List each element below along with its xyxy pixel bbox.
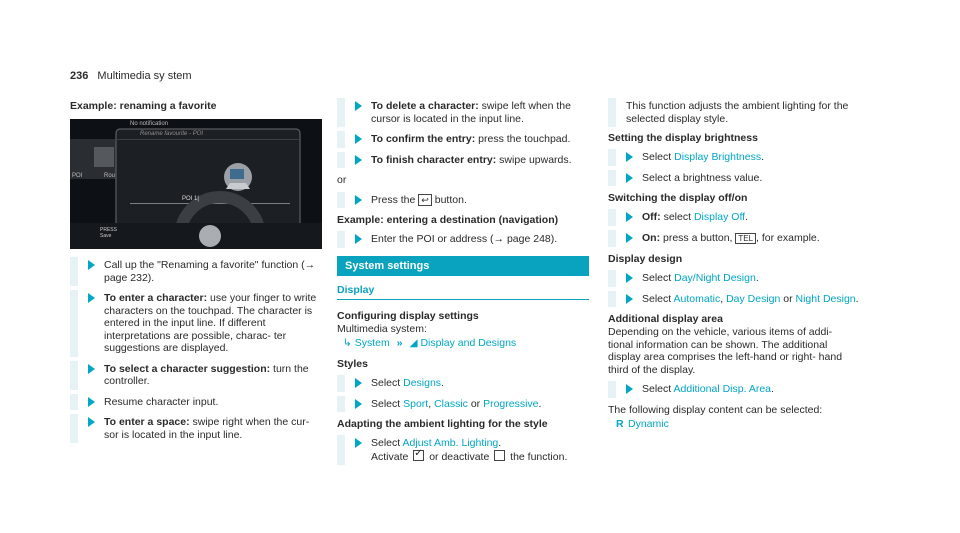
link-sport: Sport — [403, 397, 429, 410]
step-text: , for example. — [756, 231, 820, 244]
bullet-marker: R — [616, 418, 624, 430]
onoff-heading: Switching the display off/on — [608, 192, 748, 204]
step-resume — [70, 396, 322, 409]
arrow-icon — [626, 152, 633, 162]
step-text: or — [780, 292, 796, 305]
step-text: , — [428, 397, 435, 410]
step-select-designs — [337, 377, 589, 390]
step-text: . — [441, 377, 444, 389]
step-text: . — [755, 272, 759, 284]
step-brightness-value — [608, 172, 860, 185]
arrow-icon — [88, 293, 95, 303]
step-day-night — [608, 272, 860, 285]
column-3 — [608, 100, 860, 431]
step-bold: On: — [642, 231, 661, 244]
step-text: use your finger to write characters on the touchpad. The character is entered in the input line. If different interpretations are possible, charac- ter suggestions are displayed. — [104, 292, 317, 354]
brightness-heading: Setting the display brightness — [608, 132, 758, 144]
arrow-icon — [88, 397, 95, 407]
step-text: Call up the "Renaming a favorite" function (→ page 232). — [104, 259, 316, 284]
link-day-design: Day Design — [726, 292, 781, 305]
config-heading: Configuring display settings — [337, 309, 479, 322]
ambient-heading: Adapting the ambient lighting for the style — [337, 418, 548, 430]
step-additional-area — [608, 383, 860, 396]
step-call-up — [70, 259, 322, 284]
arrow-icon — [626, 212, 633, 222]
step-bold: To enter a space: — [104, 416, 190, 428]
step-text: . — [771, 383, 774, 395]
additional-heading: Additional display area — [608, 313, 723, 325]
step-text: press a button, — [660, 231, 736, 244]
design-heading: Display design — [608, 253, 683, 265]
arrow-icon — [355, 155, 362, 165]
step-finish-entry — [337, 154, 589, 167]
screenshot-rename-favorite — [70, 119, 322, 249]
step-confirm-entry — [337, 133, 589, 146]
step-text: or — [467, 397, 484, 410]
step-text: turn the controller. — [104, 362, 309, 387]
link-additional-disp-area: Additional Disp. Area — [673, 383, 772, 395]
input-line: POI 1| — [182, 196, 199, 202]
arrow-icon — [626, 294, 633, 304]
step-delete-character — [337, 100, 589, 125]
path-display: Display and Designs — [420, 337, 517, 349]
arrow-icon — [355, 399, 362, 409]
link-designs: Designs — [403, 377, 442, 389]
step-text: swipe left when the cursor is located in the input line. — [371, 100, 571, 125]
section-title-bar: System settings — [337, 256, 589, 276]
step-bold: Off: — [642, 211, 661, 223]
arrow-icon — [88, 260, 95, 270]
arrow-icon — [626, 384, 633, 394]
arrow-icon — [355, 195, 362, 205]
column-2 — [337, 100, 589, 471]
page-header — [70, 70, 192, 82]
step-text: , — [720, 292, 727, 305]
arrow-icon — [626, 273, 633, 283]
dialog-title: Rename favourite - POI — [140, 131, 204, 137]
link-day-night-design: Day/Night Design — [674, 272, 756, 284]
step-text: Enter the POI or address (→ page 248). — [371, 233, 558, 245]
step-text: Select — [642, 383, 674, 395]
subsection-title: Display — [337, 284, 589, 300]
step-bold: To delete a character: — [371, 100, 479, 112]
step-enter-space — [70, 416, 322, 441]
step-text: Select — [642, 272, 675, 284]
config-sub: Multimedia system: — [337, 322, 427, 335]
page-number: 236 — [70, 70, 89, 82]
step-text: Select a brightness value. — [642, 171, 763, 184]
arrow-icon — [355, 378, 362, 388]
step-text: the function. — [507, 450, 568, 463]
press-label: PRESS — [100, 227, 117, 233]
step-adjust-ambient — [337, 437, 589, 463]
or-text: or — [337, 174, 347, 186]
press-save-hint — [100, 227, 117, 239]
ambient-info: This function adjusts the ambient lighting for the selected display style. — [608, 100, 860, 125]
arrow-icon — [355, 234, 362, 244]
arrow-icon — [355, 101, 362, 111]
step-text: Select — [371, 437, 403, 449]
save-label: Save — [100, 233, 112, 239]
step-display-brightness — [608, 151, 860, 164]
step-text: Select — [642, 151, 675, 163]
arrow-icon — [88, 417, 95, 427]
link-dynamic: Dynamic — [628, 418, 669, 430]
arrow-icon — [626, 173, 633, 183]
menu-path — [337, 337, 589, 350]
step-bold: To select a character suggestion: — [104, 362, 271, 375]
step-text: . — [855, 292, 859, 305]
link-adjust-ambient: Adjust Amb. Lighting — [402, 437, 499, 449]
example-nav-heading: Example: entering a destination (navigation) — [337, 214, 559, 226]
step-enter-poi — [337, 233, 589, 246]
top-label: No notification — [130, 121, 169, 127]
step-text: Select — [642, 292, 674, 305]
path-system: System — [354, 337, 390, 349]
example-heading: Example: renaming a favorite — [70, 100, 217, 112]
link-display-off: Display Off — [693, 211, 746, 223]
step-text: swipe upwards. — [496, 153, 572, 166]
step-display-off — [608, 211, 860, 224]
step-text: press the touchpad. — [475, 133, 571, 145]
link-progressive: Progressive — [483, 397, 539, 410]
step-text: Resume character input. — [104, 395, 219, 408]
step-select-suggestion — [70, 363, 322, 388]
link-classic: Classic — [434, 397, 468, 410]
link-display-brightness: Display Brightness — [674, 151, 762, 163]
step-bold: To confirm the entry: — [371, 133, 476, 145]
step-display-on — [608, 232, 860, 246]
step-text: or deactivate — [426, 450, 493, 463]
step-bold: To enter a character: — [104, 292, 208, 304]
column-1 — [70, 100, 322, 449]
left-label-route: Rou — [104, 173, 116, 179]
step-text: . — [538, 397, 542, 410]
path-double-arrow-icon: » — [396, 337, 403, 349]
step-bold: To finish character entry: — [371, 153, 497, 166]
back-icon: ↩ — [418, 194, 432, 206]
step-text: Select — [371, 397, 404, 410]
step-text: select — [660, 211, 694, 223]
step-text: Activate — [371, 450, 412, 463]
arrow-icon — [626, 233, 633, 243]
step-select-style — [337, 398, 589, 411]
step-text: swipe right when the cur- sor is located in the input line. — [104, 416, 310, 441]
arrow-icon — [355, 438, 362, 448]
path-arrow-icon: ↳ — [343, 337, 352, 349]
step-text: . — [761, 151, 764, 163]
header-section: Multimedia sy stem — [97, 70, 192, 82]
arrow-icon — [355, 134, 362, 144]
link-automatic: Automatic — [673, 292, 721, 305]
checkbox-empty-icon — [494, 450, 505, 461]
step-text: button. — [431, 193, 467, 206]
following-text: The following display content can be selected: — [608, 403, 823, 416]
step-text: Select — [371, 377, 404, 389]
tel-icon: TEL — [735, 233, 756, 244]
step-text: . — [498, 437, 502, 449]
checkbox-checked-icon — [413, 450, 424, 461]
arrow-icon — [88, 364, 95, 374]
path-triangle-icon: ◢ — [409, 337, 418, 349]
step-text: . — [745, 211, 749, 223]
list-item — [608, 418, 860, 431]
step-design-mode — [608, 293, 860, 306]
left-label-poi: POI — [72, 173, 83, 179]
step-text: Press the — [371, 193, 419, 206]
link-night-design: Night Design — [795, 292, 856, 305]
additional-text: Depending on the vehicle, various items of addi- tional information can be shown. The additional display area comprises the left-hand or right- hand third of the display. — [608, 326, 843, 376]
styles-heading: Styles — [337, 358, 368, 370]
step-enter-character — [70, 292, 322, 355]
step-press-back — [337, 194, 589, 207]
